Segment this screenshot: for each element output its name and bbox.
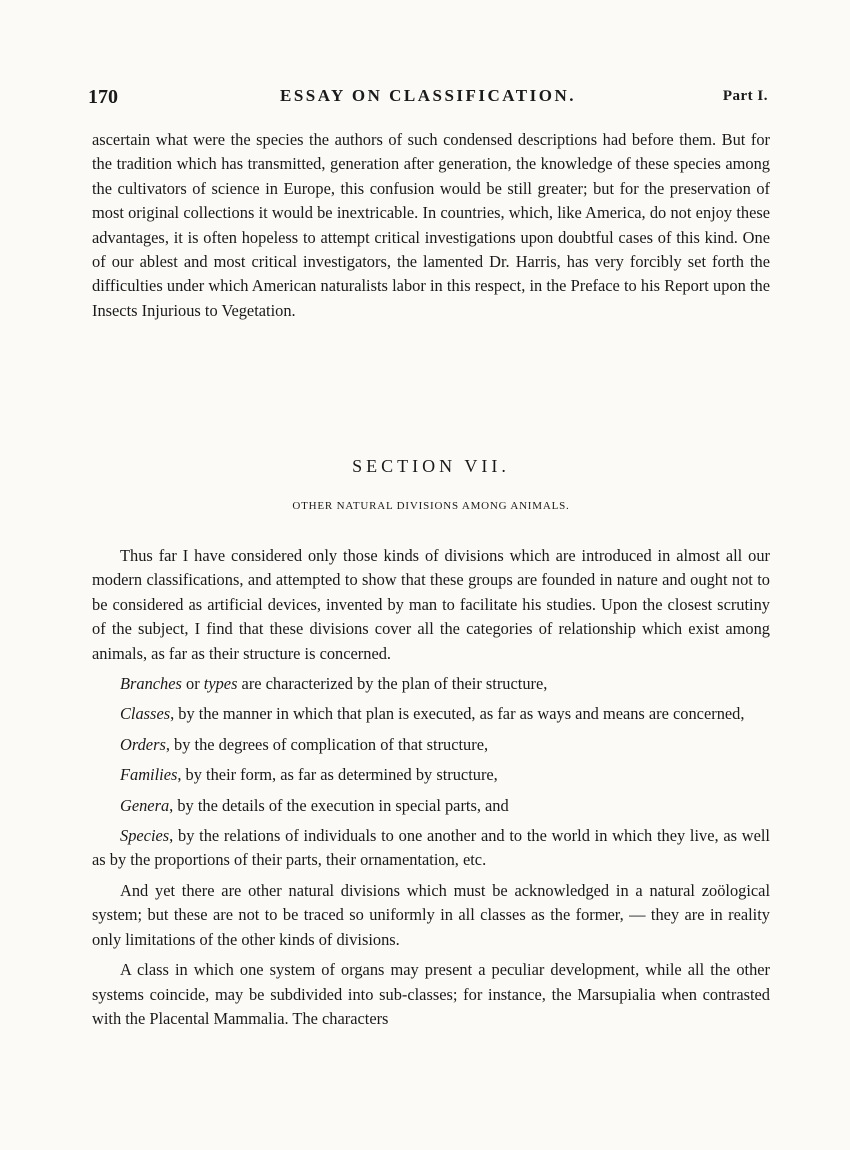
category-term: Orders <box>120 734 166 754</box>
category-branches <box>92 672 770 696</box>
category-text: , by the details of the execution in special parts, and <box>169 795 509 815</box>
category-term: Branches <box>120 674 182 694</box>
category-term: Classes <box>120 704 171 724</box>
opening-paragraph-block <box>92 128 770 323</box>
category-text: are characterized by the plan of their structure, <box>237 674 548 694</box>
part-label: Part I. <box>722 88 768 104</box>
category-families <box>92 763 770 787</box>
intro-paragraph: Thus far I have considered only those kinds of divisions which are introduced in almost all our modern classifications, and attempted to show that these groups are founded in nature and ought not to be considered as artificial devices, invented by man to facilitate his studies. Upon the closest scrutiny of the subject, I find that these divisions cover all the categories of relationship which exist among animals, as far as their structure is concerned. <box>92 546 770 663</box>
category-term: Families <box>120 765 178 785</box>
category-connector: or <box>181 674 204 694</box>
category-classes <box>92 702 770 726</box>
page-number: 170 <box>88 86 118 108</box>
category-species <box>92 824 770 873</box>
category-text: , by the relations of individuals to one another and to the world in which they live, as well as by the proportions of their parts, their ornamentation, etc. <box>92 826 770 870</box>
section-subheading: OTHER NATURAL DIVISIONS AMONG ANIMALS. <box>292 500 570 512</box>
running-header <box>88 86 768 110</box>
category-orders <box>92 733 770 757</box>
category-text: , by the degrees of complication of that structure, <box>165 734 489 754</box>
category-genera <box>92 794 770 818</box>
category-term-alt: types <box>203 674 238 694</box>
category-text: , by their form, as far as determined by structure, <box>177 765 498 785</box>
category-text: , by the manner in which that plan is executed, as far as ways and means are concerned, <box>170 704 745 724</box>
opening-paragraph: ascertain what were the species the authors of such condensed descriptions had before them. But for the tradition which has transmitted, generation after generation, the knowledge of these species among the cultivators of science in Europe, this confusion would be still greater; but for the preservation of most original collections it would be inextricable. In countries, which, like America, do not enjoy these advantages, it is often hopeless to attempt critical investigations upon doubtful cases of this kind. One of our ablest and most critical investigators, the lamented Dr. Harris, has very forcibly set forth the difficulties under which American naturalists labor in this respect, in the Preface to his Report upon the Insects Injurious to Vegetation. <box>92 130 770 320</box>
paragraph-natural-divisions: And yet there are other natural divisions which must be acknowledged in a natural zoölogical system; but these are not to be traced so uniformly in all classes as the former, — they are in reality only limitations of the other kinds of divisions. <box>92 880 770 949</box>
category-term: Genera <box>120 795 170 815</box>
category-term: Species <box>120 826 170 846</box>
paragraph-sub-classes: A class in which one system of organs may present a peculiar development, while all the other systems coincide, may be subdivided into sub-classes; for instance, the Marsupialia when contrasted with the Placental Mammalia. The characters <box>92 960 770 1028</box>
running-title: ESSAY ON CLASSIFICATION. <box>279 86 577 105</box>
section-body <box>92 544 770 1037</box>
section-heading: SECTION VII. <box>352 456 510 476</box>
